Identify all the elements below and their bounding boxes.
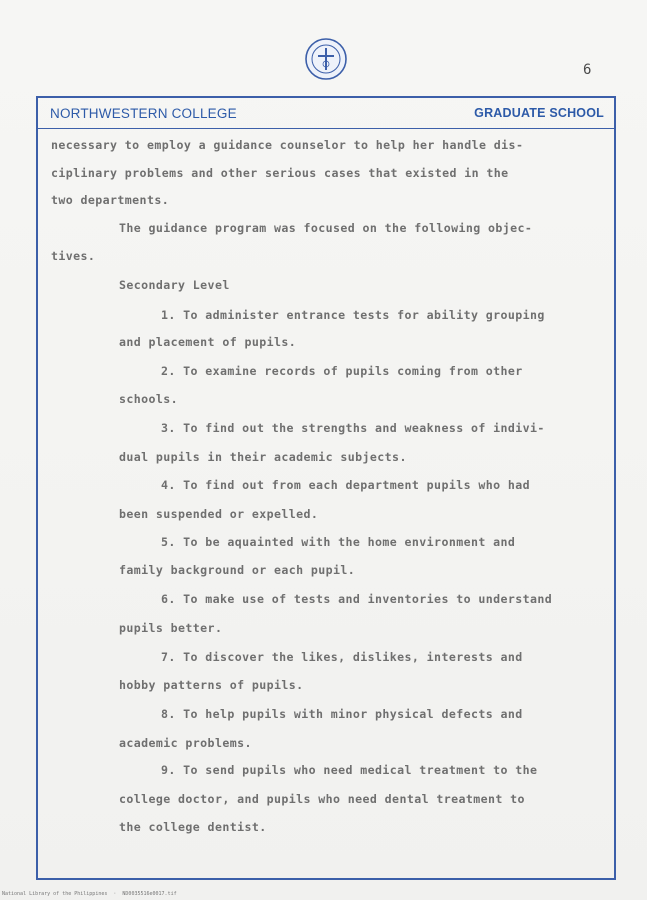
page-number: 6 — [583, 62, 592, 78]
body-line: ciplinary problems and other serious cases that existed in the — [51, 166, 509, 180]
college-seal-icon — [305, 38, 347, 80]
objective-item: 6. To make use of tests and inventories to understand — [161, 592, 553, 606]
body-line: college doctor, and pupils who need dental treatment to — [119, 792, 525, 806]
body-line: and placement of pupils. — [119, 335, 297, 349]
objective-item: 3. To find out the strengths and weakness of indivi- — [161, 421, 545, 435]
body-line: family background or each pupil. — [119, 563, 356, 577]
scan-footer: National Library of the Philippines · ND0035516e0017.tif — [2, 891, 177, 897]
objective-item: 5. To be aquainted with the home environment and — [161, 535, 516, 549]
letterhead-college-name: NORTHWESTERN COLLEGE — [50, 106, 237, 121]
body-line: schools. — [119, 392, 179, 406]
objective-item: 1. To administer entrance tests for ability grouping — [161, 308, 545, 322]
body-line: dual pupils in their academic subjects. — [119, 450, 407, 464]
body-line: two departments. — [51, 193, 170, 207]
objective-item: 4. To find out from each department pupils who had — [161, 478, 531, 492]
objective-item: 7. To discover the likes, dislikes, interests and — [161, 650, 523, 664]
letterhead-school-name: GRADUATE SCHOOL — [474, 106, 604, 120]
letterhead-rule — [38, 128, 614, 129]
objective-item: 2. To examine records of pupils coming from other — [161, 364, 523, 378]
body-line: The guidance program was focused on the following objec- — [119, 221, 533, 235]
body-line: hobby patterns of pupils. — [119, 678, 304, 692]
body-line: been suspended or expelled. — [119, 507, 319, 521]
objective-item: 8. To help pupils with minor physical defects and — [161, 707, 523, 721]
body-line: necessary to employ a guidance counselor to help her handle dis- — [51, 138, 524, 152]
objective-item: 9. To send pupils who need medical treatment to the — [161, 763, 538, 777]
section-heading: Secondary Level — [119, 278, 230, 292]
body-line: pupils better. — [119, 621, 223, 635]
body-line: tives. — [51, 249, 96, 263]
body-line: the college dentist. — [119, 820, 267, 834]
body-line: academic problems. — [119, 736, 252, 750]
